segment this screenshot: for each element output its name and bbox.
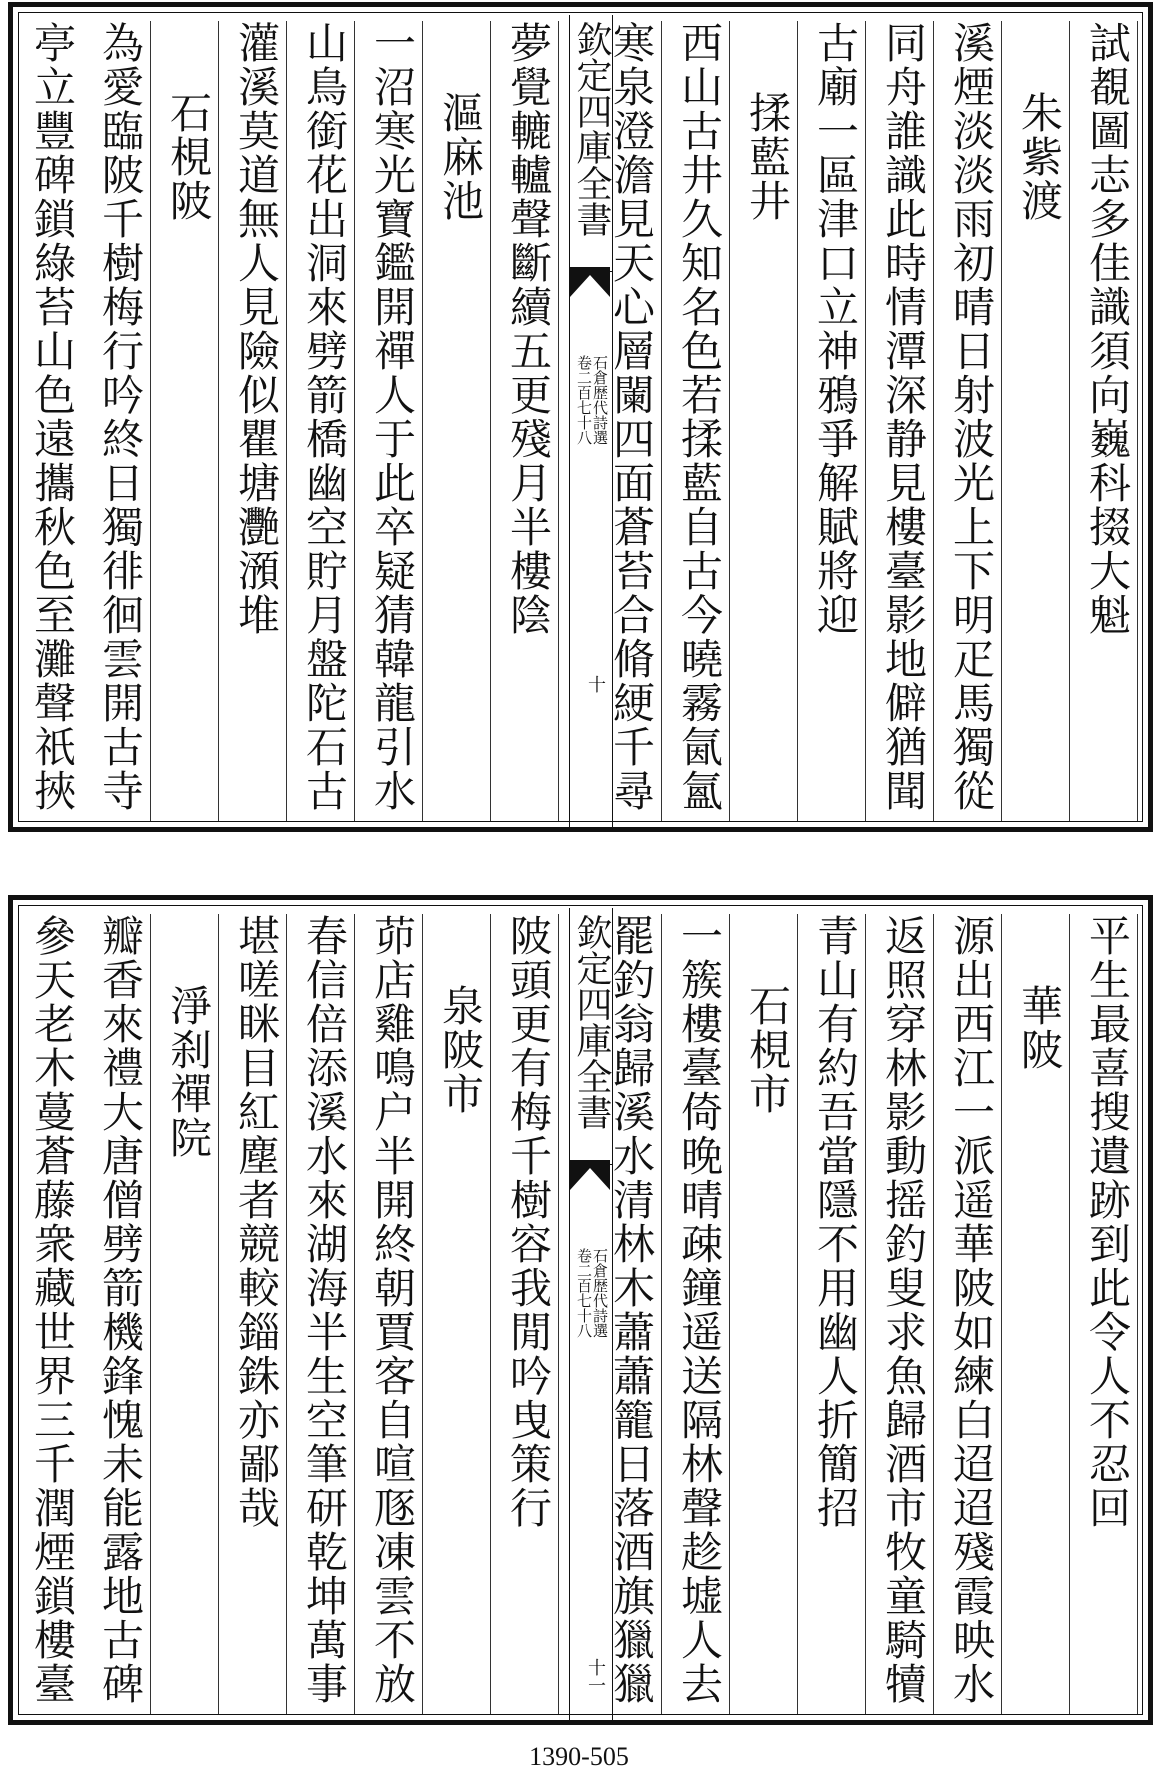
poem-title [429,914,491,1714]
column-text: 灌溪莫道無人見險似瞿塘灧澦堆 [232,21,281,637]
text-column [225,914,287,1714]
column-text: 漚麻池 [436,91,485,223]
column-text: 同舟誰識此時情潭深静見樓臺影地僻猶聞 [879,21,928,813]
volume-number: 卷二百七十八 [575,1248,593,1338]
book-title: 欽定四庫全書 [572,21,612,272]
page-number: 十 [585,675,606,693]
text-column [361,21,423,821]
column-text: 古廟一區津口立神鴉爭解賦將迎 [811,21,860,637]
column-text: 石梘市 [743,984,792,1116]
text-column [1076,21,1138,821]
column-text: 亭立豐碑鎖綠苔山色遠攜秋色至灘聲祇挾 [28,21,77,813]
volume-number: 卷二百七十八 [575,355,593,445]
page-number: 十一 [585,1658,606,1694]
text-column [293,914,355,1714]
text-column [804,21,866,821]
text-column [940,914,1002,1714]
column-text: 罷釣翁歸溪水清林木蕭蕭籠日落酒旗獵獵 [607,914,656,1706]
column-text: 瓣香來禮大唐僧劈箭機鋒愧未能露地古碑 [96,914,145,1706]
text-column [804,914,866,1714]
anthology-title: 石倉歴代詩選 [591,1248,609,1338]
column-text: 青山有約吾當隱不用幽人折簡招 [811,914,860,1530]
column-text: 山鳥銜花出洞來劈箭橋幽空貯月盤陀石古 [300,21,349,813]
column-text: 茆店雞鳴户半開終朝賈客自喧豗凍雲不放 [368,914,417,1706]
poem-title [157,914,219,1714]
book-title: 欽定四庫全書 [572,914,612,1165]
column-text: 春信倍添溪水來湖海半生空筆研乾坤萬事 [300,914,349,1706]
anthology-title: 石倉歴代詩選 [591,355,609,445]
text-column [668,21,730,821]
text-column [872,21,934,821]
poem-title [429,21,491,821]
column-text: 淨刹禪院 [164,984,213,1160]
column-text: 源出西江一派遥華陂如練白迢迢殘霞映水 [947,914,996,1706]
column-text: 華陂 [1015,984,1064,1072]
text-column [21,914,83,1714]
column-text: 平生最喜搜遺跡到此令人不忍回 [1083,914,1132,1530]
column-text: 溪煙淡淡雨初晴日射波光上下明疋馬獨從 [947,21,996,813]
text-column [497,21,559,821]
column-text: 揉藍井 [743,91,792,223]
poem-title [157,21,219,821]
column-text: 一沼寒光寶鑑開禪人于此卒疑猜韓龍引水 [368,21,417,813]
text-column [497,914,559,1714]
column-text: 石梘陂 [164,91,213,223]
poem-title [736,914,798,1714]
text-column [21,21,83,821]
poem-title [736,21,798,821]
column-text: 西山古井久知名色若揉藍自古今曉霧氤氳 [675,21,724,813]
poem-title [1008,21,1070,821]
text-column [600,914,662,1714]
column-text: 夢覺轆轤聲斷續五更殘月半樓陰 [504,21,553,637]
text-column [1076,914,1138,1714]
text-column [89,21,151,821]
column-text: 陂頭更有梅千樹容我閒吟曳策行 [504,914,553,1530]
column-text: 朱紫渡 [1015,91,1064,223]
page-footer: 1390-505 [529,1742,629,1771]
text-column [872,914,934,1714]
text-column [668,914,730,1714]
column-text: 一簇樓臺倚晚晴疎鐘遥送隔林聲趁墟人去 [675,914,724,1706]
text-column [361,914,423,1714]
column-text: 試覩圖志多佳識須向巍科掇大魁 [1083,21,1132,637]
text-column [225,21,287,821]
column-text: 寒泉澄澹見天心層闌四面蒼苔合脩綆千尋 [607,21,656,813]
page-panel-bottom [8,895,1153,1725]
page-panel-top [8,2,1153,832]
poem-title [1008,914,1070,1714]
column-text: 返照穿林影動摇釣叟求魚歸酒市牧童騎犢 [879,914,928,1706]
text-column [940,21,1002,821]
column-text: 參天老木蔓蒼藤衆藏世界三千潤煙鎖樓臺 [28,914,77,1706]
column-text: 泉陂市 [436,984,485,1116]
text-column [600,21,662,821]
text-column [293,21,355,821]
column-text: 為愛臨陂千樹梅行吟終日獨徘徊雲開古寺 [96,21,145,813]
column-text: 堪嗟眯目紅塵者競較錙銖亦鄙哉 [232,914,281,1530]
text-column [89,914,151,1714]
